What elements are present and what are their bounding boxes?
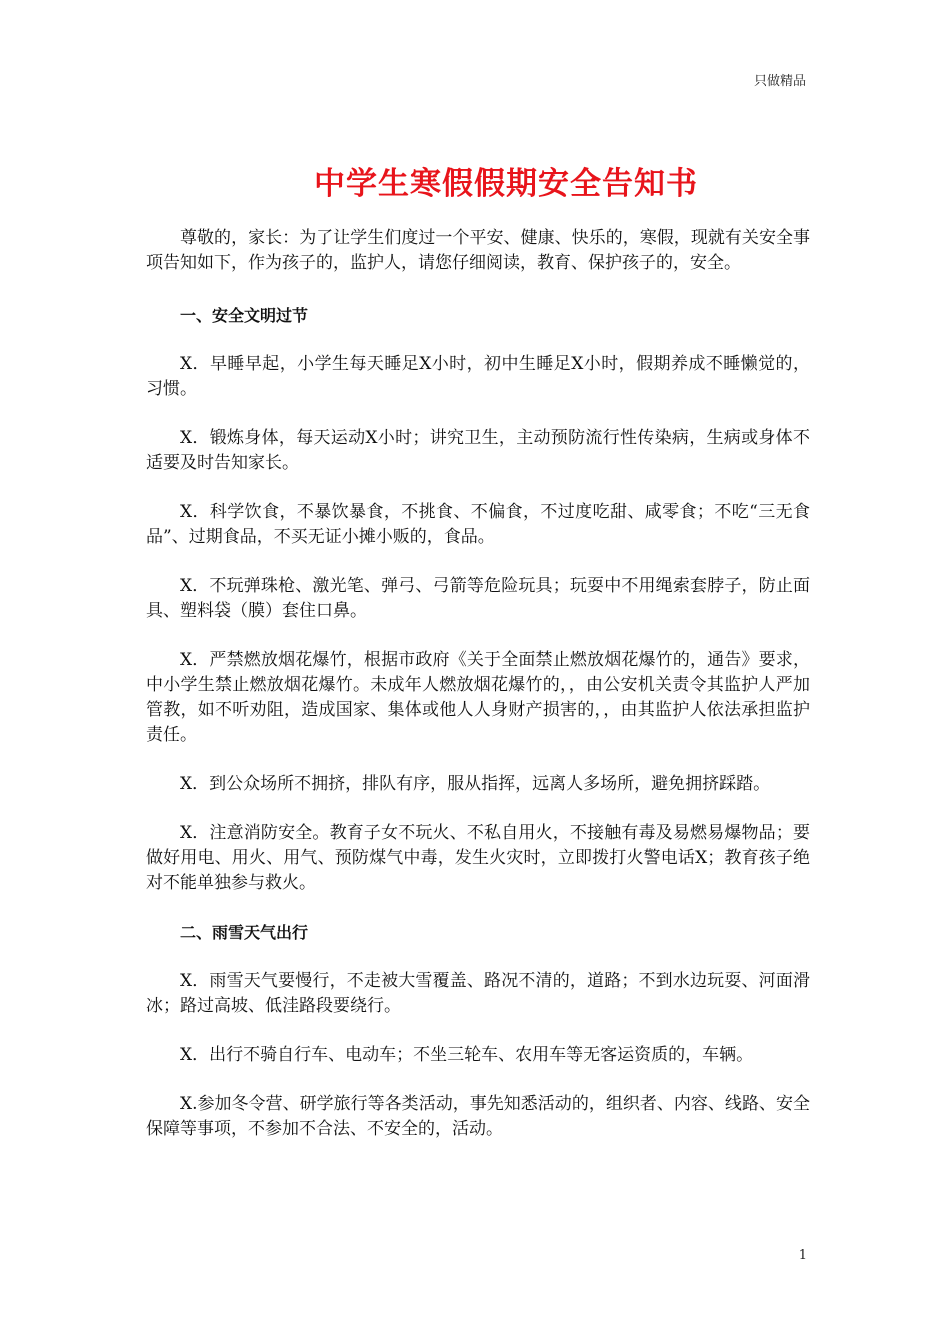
section-heading-2: 二、雨雪天气出行 [180,923,309,942]
section-2-item-2: X．出行不骑自行车、电动车；不坐三轮车、农用车等无客运资质的，车辆。 [180,1045,754,1065]
section-1-item-1: X．早睡早起，小学生每天睡足X小时，初中生睡足X小时，假期养成不睡懒觉的，习惯。 [146,354,810,399]
document-body [146,226,810,1166]
section-2-item-3: X.参加冬令营、研学旅行等各类活动，事先知悉活动的，组织者、内容、线路、安全保障等事项，不参加不合法、不安全的，活动。 [146,1094,810,1139]
section-2-item-1: X．雨雪天气要慢行，不走被大雪覆盖、路况不清的，道路；不到水边玩耍、河面滑冰；路过高坡、低洼路段要绕行。 [146,971,810,1016]
section-heading-1: 一、安全文明过节 [180,306,309,325]
page-number: 1 [798,1248,807,1263]
intro-paragraph: 尊敬的，家长：为了让学生们度过一个平安、健康、快乐的，寒假，现就有关安全事项告知如下，作为孩子的，监护人，请您仔细阅读，教育、保护孩子的，安全。 [146,228,810,273]
section-1-item-7: X．注意消防安全。教育子女不玩火、不私自用火，不接触有毒及易燃易爆物品；要做好用电、用火、用气、预防煤气中毒，发生火灾时，立即拨打火警电话X；教育孩子绝对不能单独参与救火。 [146,823,810,893]
header-note: 只做精品 [753,74,806,89]
section-1-item-5: X．严禁燃放烟花爆竹，根据市政府《关于全面禁止燃放烟花爆竹的，通告》要求，中小学生禁止燃放烟花爆竹。未成年人燃放烟花爆竹的，，由公安机关责令其监护人严加管教，如不听劝阻，造成国家、集体或他人人身财产损害的，，由其监护人依法承担监护责任。 [146,650,810,745]
section-1-item-3: X．科学饮食，不暴饮暴食，不挑食、不偏食，不过度吃甜、咸零食；不吃“三无食品”、过期食品，不买无证小摊小贩的，食品。 [146,502,810,547]
document-title: 中学生寒假假期安全告知书 [314,166,698,202]
section-1-item-4: X．不玩弹珠枪、激光笔、弹弓、弓箭等危险玩具；玩耍中不用绳索套脖子，防止面具、塑料袋（膜）套住口鼻。 [146,576,810,621]
section-1-item-6: X．到公众场所不拥挤，排队有序，服从指挥，远离人多场所，避免拥挤踩踏。 [180,774,771,794]
section-1-item-2: X．锻炼身体，每天运动X小时；讲究卫生，主动预防流行性传染病，生病或身体不适要及时告知家长。 [146,428,810,473]
